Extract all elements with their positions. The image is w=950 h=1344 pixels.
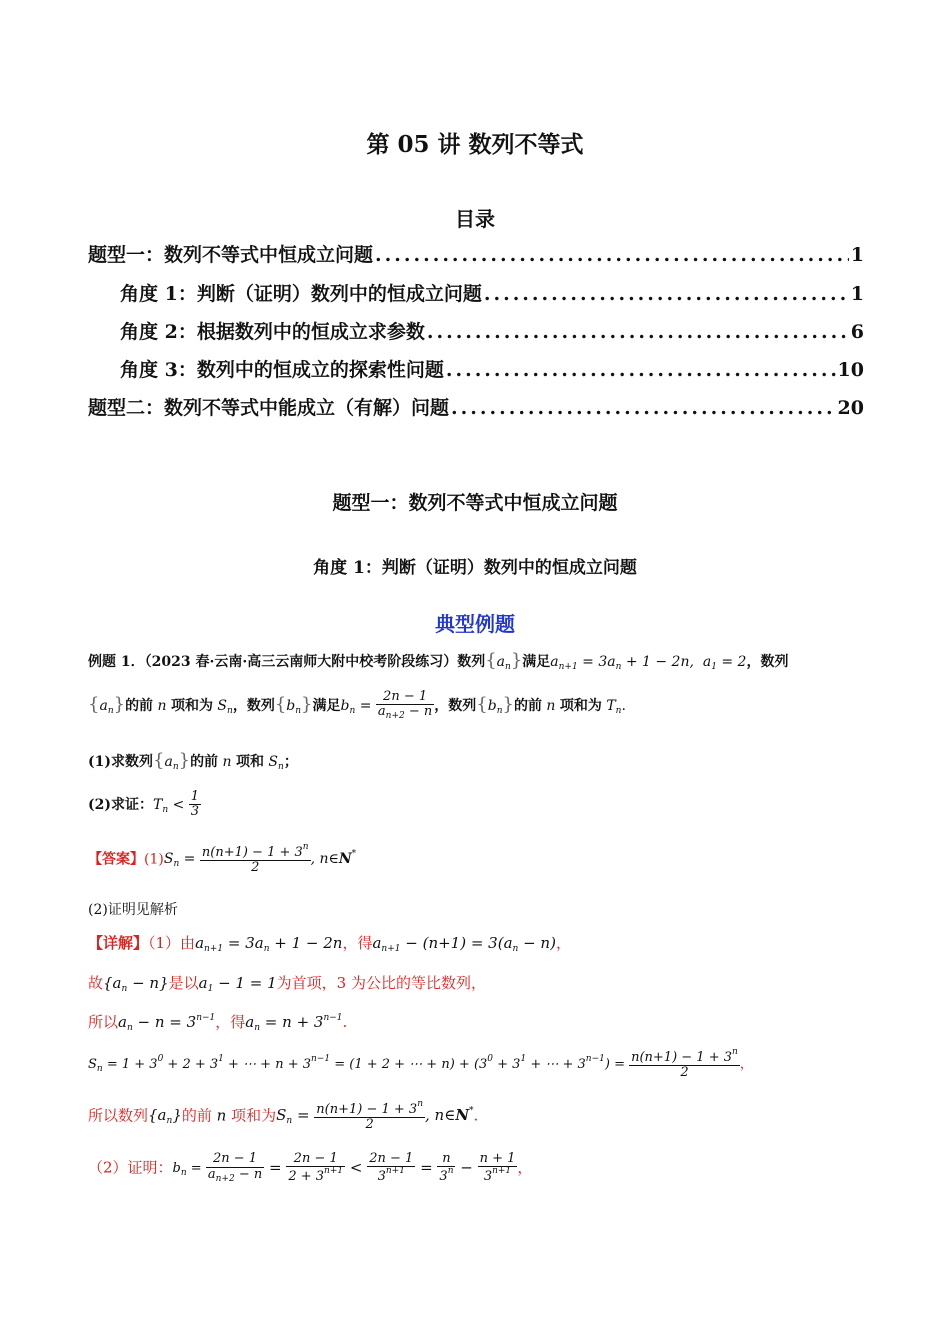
answer: 【答案】$(1)S_n$ = $\frac{n(n+1) - 1 + 3^n}{2}$ , n∈N* bbox=[88, 842, 357, 876]
answer-tag: 【答案】 bbox=[88, 851, 144, 868]
toc-entry-page: 10 bbox=[837, 359, 864, 381]
text: (2)求证： bbox=[88, 796, 153, 813]
text: 项和为 bbox=[231, 1106, 277, 1125]
toc-entry-page: 6 bbox=[850, 321, 864, 343]
text: (1)求数列 bbox=[88, 754, 153, 770]
text: 的前 bbox=[513, 698, 542, 715]
toc-entry[interactable] bbox=[88, 240, 864, 267]
text: 满足 bbox=[312, 698, 341, 715]
text: ，数列 bbox=[746, 654, 789, 670]
detail-line: 【详解】（1）由$a_{n+1} = 3a_n + 1 - 2n$，得$a_{n+1} - (n+1) = 3(a_n - n)$， bbox=[88, 934, 571, 954]
toc-entry[interactable] bbox=[120, 317, 864, 344]
example-label: 例题 1．（2023 春·云南·高三云南师大附中校考阶段练习）数列 bbox=[88, 654, 486, 670]
toc-entry-label: 角度 1：判断（证明）数列中的恒成立问题 bbox=[120, 283, 482, 305]
text: 为首项， bbox=[276, 974, 337, 992]
toc-entry-page: 1 bbox=[850, 244, 864, 266]
toc-entry-label: 角度 3：数列中的恒成立的探索性问题 bbox=[120, 359, 444, 381]
toc-entry-page: 20 bbox=[837, 397, 864, 419]
text: 项和为 bbox=[559, 698, 602, 715]
toc-leader bbox=[451, 397, 836, 419]
text: 项和 bbox=[235, 754, 264, 770]
text: 项和为 bbox=[170, 698, 213, 715]
page-title: 第 05 讲 数列不等式 bbox=[366, 131, 584, 158]
toc-entry[interactable] bbox=[88, 393, 864, 420]
text: 的前 bbox=[181, 1106, 212, 1125]
detail-tag: 【详解】 bbox=[88, 934, 149, 952]
text: (1) bbox=[144, 851, 164, 868]
text: 所以 bbox=[88, 1013, 119, 1031]
text: 的前 bbox=[125, 698, 154, 715]
toc-entry-page: 1 bbox=[850, 283, 864, 305]
answer-2: (2)证明见解析 bbox=[88, 902, 178, 918]
toc-entry[interactable] bbox=[120, 355, 864, 382]
toc-entry[interactable] bbox=[120, 279, 864, 306]
toc-leader bbox=[375, 244, 849, 266]
text: ，数列 bbox=[434, 698, 477, 715]
sum-formula: $S_n = 1 + 3^0 + 2 + 3^1$ + ⋯ + $n + 3^{n-1} = (1 + 2$ + ⋯ + $n) + (3^0 + 3^1$ + ⋯ + $3^{n-1}$) = $\frac{n(n+1) - 1 + 3^n}{2}$ ， bbox=[88, 1047, 753, 1081]
toc-entry-label: 角度 2：根据数列中的恒成立求参数 bbox=[120, 321, 425, 343]
text: ； bbox=[283, 754, 298, 770]
text: （2）证明： bbox=[88, 1158, 173, 1177]
toc-leader bbox=[427, 321, 849, 343]
text: 3 为公比的等比数列， bbox=[336, 974, 486, 992]
text: ，数列 bbox=[232, 698, 275, 715]
text: 是以 bbox=[168, 974, 199, 992]
detail-line: 所以数列$\{a_n\}$的前 n 项和为$S_n$ = $\frac{n(n+1) - 1 + 3^n}{2}$ , n∈N*. bbox=[88, 1099, 479, 1133]
detail-line: 所以$a_n - n = 3^{n-1}$，得$a_n = n + 3^{n-1}$. bbox=[88, 1013, 348, 1033]
section-heading: 题型一：数列不等式中恒成立问题 bbox=[332, 492, 618, 514]
text: ，得 bbox=[342, 934, 373, 952]
subsection-heading: 角度 1：判断（证明）数列中的恒成立问题 bbox=[313, 558, 637, 578]
text: ，得 bbox=[215, 1013, 246, 1031]
toc-entry-label: 题型一：数列不等式中恒成立问题 bbox=[88, 244, 374, 266]
text: 故 bbox=[88, 974, 104, 992]
detail-line: （2）证明：$b_n$ = $\frac{2n - 1}{a_{n+2} - n}$ = $\frac{2n - 1}{2 + 3^{n+1}}$ < $\frac{2n - 1}{3^{n+1}}$ = $\frac{n}{3^n}$ − $\frac{n + 1}{3^{n+1}}$ ， bbox=[88, 1151, 533, 1185]
example-statement: 例题 1．（2023 春·云南·高三云南师大附中校考阶段练习）数列$\{a_n\}$满足$a_{n+1} = 3a_n + 1 - 2n$, $a_1 = 2$，数列 bbox=[88, 650, 789, 672]
question-1: (1)求数列$\{a_n\}$的前 n 项和 $S_n$； bbox=[88, 750, 298, 772]
toc-entry-label: 题型二：数列不等式中能成立（有解）问题 bbox=[88, 397, 450, 419]
text: （1）由 bbox=[148, 934, 196, 952]
toc-heading: 目录 bbox=[455, 207, 495, 231]
text: 所以数列 bbox=[88, 1106, 149, 1125]
question-2: (2)求证：$T_n$ < $\frac{1}{3}$ bbox=[88, 789, 200, 820]
text: 满足 bbox=[522, 654, 551, 670]
toc-leader bbox=[484, 283, 849, 305]
example-statement-cont: $\{a_n\}$的前 n 项和为 $S_n$，数列$\{b_n\}$满足$b_n$ = $\frac{2n - 1}{a_{n+2} - n}$ ，数列$\{b_n\}$的前 n 项和为 $T_n$. bbox=[88, 689, 626, 722]
text: 的前 bbox=[190, 754, 219, 770]
example-heading: 典型例题 bbox=[435, 612, 515, 636]
detail-line: 故$\{a_n - n\}$是以$a_1 - 1 = 1$为首项，3 为公比的等比数列， bbox=[88, 974, 486, 994]
toc-leader bbox=[446, 359, 836, 381]
